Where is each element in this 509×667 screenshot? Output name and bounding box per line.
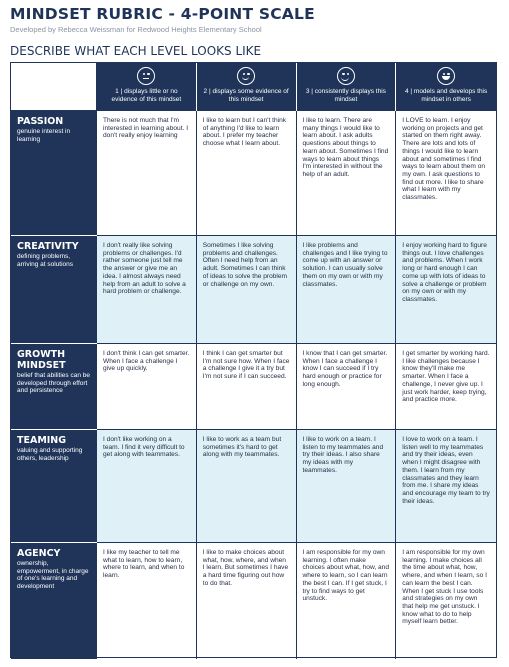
level-header-4 [396,63,496,111]
row-description: genuine interest in learning [17,128,71,143]
rubric-cell: I don't think I can get smarter. When I face a challenge I give up quickly. [97,344,197,430]
rubric-cell: I don't like working on a team. I find it very difficult to get along with teammates. [97,430,197,543]
rubric-cell: I love to work on a team. I listen well to my teammates and try their ideas, even when I might disagree with them. I learn from my classmates and they learn from me. I share my ideas and encourage my team to try their ideas. [396,430,496,543]
big-smile-face-icon [437,67,455,85]
row-name: PASSION [17,116,64,127]
page-subtitle: Developed by Rebecca Weissman for Redwood Heights Elementary School [10,25,262,34]
rubric-cell: I know that I can get smarter. When I face a challenge I know I can succeed if I try hard enough or practice for long enough. [297,344,397,430]
rubric-cell: I don't really like solving problems or challenges. I'd rather someone just tell me the answer or give me an idea. I almost always need help from an adult to solve a hard problem or challenge. [97,236,197,344]
neutral-face-icon [137,67,155,85]
rubric-cell: I like to learn but I can't think of anything I'd like to learn about. I prefer my teacher choose what I learn about. [197,111,297,236]
row-description: ownership, empowerment, in charge of one's learning and development [17,560,89,590]
rubric-cell: I enjoy working hard to figure things out. I love challenges and problems. When I work long or hard enough I can come up with lots of ideas to solve a challenge or problem on my own or with my classmates. [396,236,496,344]
rubric-table [10,62,497,658]
row-name: AGENCY [17,548,61,559]
table-corner [11,63,97,111]
row-header-passion [11,111,97,236]
row-header-growth-mindset [11,344,97,430]
level-header-2 [197,63,297,111]
rubric-cell: I like to learn. There are many things I would like to learn about. I ask adults questions about things to learn about. Sometimes I find ways to learn about things I'm interested in without the help of an adult. [297,111,397,236]
row-description: valuing and supporting others, leadership [17,447,83,462]
row-description: belief that abilities can be developed through effort and persistence [17,372,90,395]
slight-smile-face-icon [237,67,255,85]
level-label: 3 | consistently displays this mindset [305,88,386,103]
smile-face-icon [337,67,355,85]
row-header-teaming [11,430,97,543]
section-heading: DESCRIBE WHAT EACH LEVEL LOOKS LIKE [10,44,262,58]
rubric-cell: There is not much that I'm interested in learning about. I don't really enjoy learning [97,111,197,236]
rubric-cell: I think I can get smarter but I'm not sure how. When I face a challenge I give it a try but I'm not sure if I can succeed. [197,344,297,430]
row-name: CREATIVITY [17,241,79,252]
row-header-agency [11,543,97,659]
rubric-cell: I like to work as a team but sometimes it's hard to get along with my teammates. [197,430,297,543]
level-label: 4 | models and develops this mindset in others [404,88,488,103]
page-title: MINDSET RUBRIC - 4-POINT SCALE [10,5,315,23]
level-label: 1 | displays little or no evidence of this mindset [111,88,182,103]
level-label: 2 | displays some evidence of this mindset [203,88,289,103]
rubric-cell: I like to make choices about what, how, where, and when I learn. But sometimes I have a hard time figuring out how to do that. [197,543,297,659]
row-name: TEAMING [17,435,67,446]
rubric-cell: I am responsible for my own learning. I make choices all the time about what, how, where, and when I learn, so I can learn the best I can. When I get stuck I use tools and strategies on my own that help me get unstuck. I know what to do to help myself learn better. [402,549,487,626]
rubric-cell: I am responsible for my own learning. I often make choices about what, how, and where to learn, so I can learn the best I can. If I get stuck, I try to find ways to get unstuck. [297,543,397,659]
level-header-3 [297,63,397,111]
level-header-1 [97,63,197,111]
rubric-cell: I like my teacher to tell me what to learn, how to learn, where to learn, and when to learn. [97,543,197,659]
rubric-cell: I LOVE to learn. I enjoy working on projects and get started on them right away. There are lots and lots of things I would like to learn about and sometimes I find ways to learn about them on my own. I ask questions to find out more. I like to share what I learn with my classmates. [396,111,496,236]
rubric-cell: Sometimes I like solving problems and challenges. Often I need help from an adult. Sometimes I can think of ideas to solve the problem or challenge on my own. [197,236,297,344]
row-description: defining problems, arriving at solutions [17,253,73,268]
rubric-cell: I like to work on a team. I listen to my teammates and try their ideas. I also share my ideas with my teammates. [297,430,397,543]
rubric-cell: I like problems and challenges and I like trying to come up with an answer or solution. I can usually solve them on my own or with my classmates. [297,236,397,344]
row-name: GROWTH MINDSET [17,349,66,371]
rubric-cell: I get smarter by working hard. I like challenges because I know they'll make me smarter. When I face a challenge, I never give up. I just work harder, keep trying, and practice more. [396,344,496,430]
row-header-creativity [11,236,97,344]
